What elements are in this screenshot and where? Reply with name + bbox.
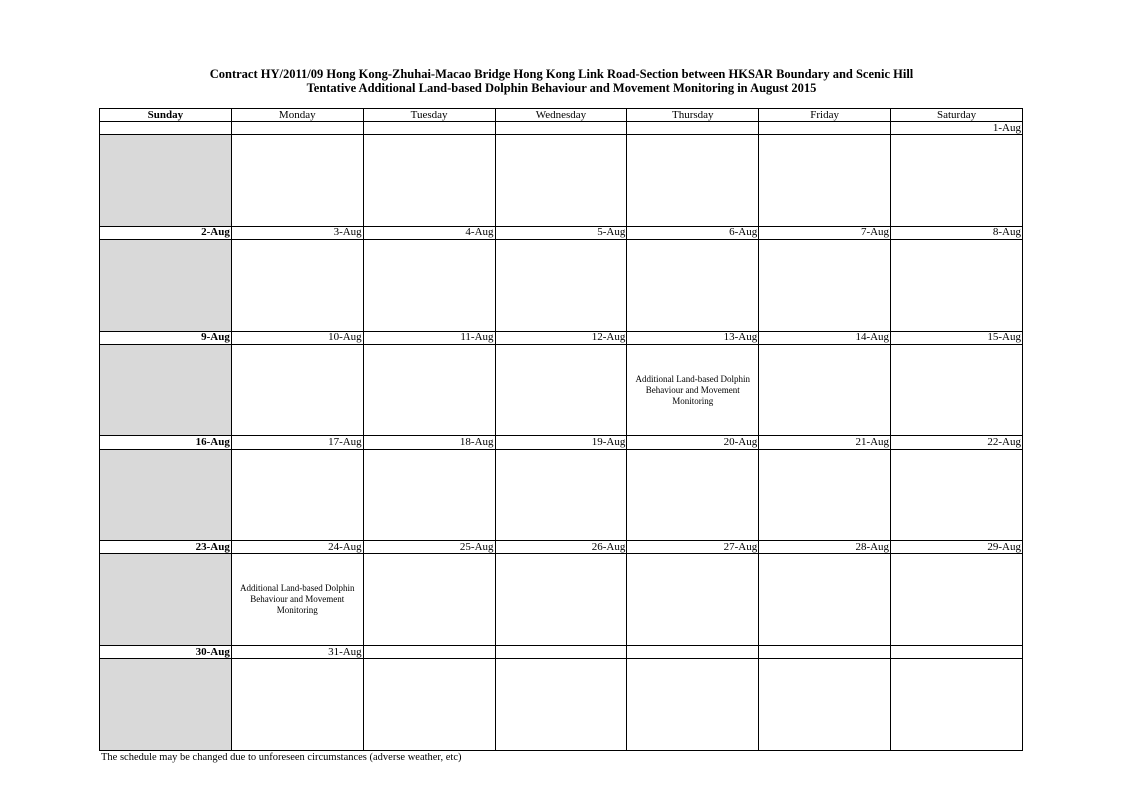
week-schedule-row [100,135,1023,227]
title-line-2: Tentative Additional Land-based Dolphin Behaviour and Movement Monitoring in August 2015 [306,81,817,95]
day-date-cell: 31-Aug [231,646,363,659]
day-schedule-cell [100,135,232,227]
day-date-cell: 4-Aug [363,226,495,239]
day-date-cell: 19-Aug [495,436,627,449]
day-schedule-cell [495,239,627,331]
weekday-header-monday: Monday [231,109,363,122]
day-schedule-cell [100,239,232,331]
day-schedule-cell [100,449,232,541]
day-date-cell: 27-Aug [627,541,759,554]
day-date-cell: 12-Aug [495,331,627,344]
week-date-row [100,646,1023,659]
weekday-header-sunday: Sunday [100,109,232,122]
day-schedule-cell [759,135,891,227]
day-date-cell: 21-Aug [759,436,891,449]
day-date-cell: 7-Aug [759,226,891,239]
day-date-cell: 25-Aug [363,541,495,554]
week-schedule-row [100,344,1023,436]
week-date-row [100,436,1023,449]
weekday-header-tuesday: Tuesday [363,109,495,122]
weekday-header-row [100,109,1023,122]
day-date-cell: 15-Aug [891,331,1023,344]
day-date-cell: 18-Aug [363,436,495,449]
day-date-cell: 26-Aug [495,541,627,554]
week-schedule-row [100,659,1023,751]
day-date-cell: 9-Aug [100,331,232,344]
day-date-cell [495,122,627,135]
day-schedule-cell [495,659,627,751]
day-schedule-cell [891,344,1023,436]
day-date-cell: 22-Aug [891,436,1023,449]
day-date-cell: 30-Aug [100,646,232,659]
day-schedule-cell [495,135,627,227]
day-schedule-cell [231,449,363,541]
day-date-cell [759,122,891,135]
title-line-1: Contract HY/2011/09 Hong Kong-Zhuhai-Macao Bridge Hong Kong Link Road-Section between HKSAR Boundary and Scenic Hill [209,67,914,81]
monitoring-event-text: Additional Land-based Dolphin Behaviour and Movement Monitoring [635,373,751,406]
week-schedule-row [100,554,1023,646]
day-date-cell [363,646,495,659]
schedule-footnote: The schedule may be changed due to unforeseen circumstances (adverse weather, etc) [101,752,462,763]
day-date-cell: 28-Aug [759,541,891,554]
day-date-cell [231,122,363,135]
day-schedule-cell [495,449,627,541]
day-schedule-cell [627,239,759,331]
day-schedule-cell [759,659,891,751]
weekday-header-wednesday: Wednesday [495,109,627,122]
day-date-cell: 16-Aug [100,436,232,449]
day-schedule-cell [891,554,1023,646]
day-schedule-cell [627,659,759,751]
week-date-row [100,331,1023,344]
day-date-cell: 10-Aug [231,331,363,344]
day-schedule-cell [495,344,627,436]
day-schedule-cell [627,344,759,436]
day-schedule-cell [231,659,363,751]
day-schedule-cell [759,239,891,331]
day-date-cell: 23-Aug [100,541,232,554]
day-date-cell: 2-Aug [100,226,232,239]
day-schedule-cell [231,554,363,646]
day-schedule-cell [891,135,1023,227]
day-date-cell: 5-Aug [495,226,627,239]
day-schedule-cell [100,344,232,436]
day-date-cell [495,646,627,659]
day-schedule-cell [363,135,495,227]
day-schedule-cell [231,135,363,227]
weekday-header-friday: Friday [759,109,891,122]
day-schedule-cell [363,449,495,541]
weekday-header-saturday: Saturday [891,109,1023,122]
monitoring-event-text: Additional Land-based Dolphin Behaviour and Movement Monitoring [240,583,355,616]
calendar-body [100,122,1023,751]
day-date-cell: 13-Aug [627,331,759,344]
day-date-cell: 20-Aug [627,436,759,449]
week-schedule-row [100,239,1023,331]
document-title [0,67,1123,95]
day-schedule-cell [231,239,363,331]
day-schedule-cell [759,344,891,436]
day-date-cell [891,646,1023,659]
day-date-cell: 8-Aug [891,226,1023,239]
day-date-cell: 1-Aug [891,122,1023,135]
monthly-calendar [99,108,1023,751]
week-date-row [100,541,1023,554]
day-date-cell: 11-Aug [363,331,495,344]
day-date-cell: 17-Aug [231,436,363,449]
day-schedule-cell [627,554,759,646]
day-date-cell: 24-Aug [231,541,363,554]
day-schedule-cell [627,449,759,541]
day-date-cell [759,646,891,659]
day-schedule-cell [363,554,495,646]
day-schedule-cell [627,135,759,227]
day-schedule-cell [759,554,891,646]
day-date-cell: 3-Aug [231,226,363,239]
day-date-cell [363,122,495,135]
week-date-row [100,226,1023,239]
day-schedule-cell [100,554,232,646]
day-schedule-cell [891,239,1023,331]
day-date-cell [627,122,759,135]
day-date-cell: 29-Aug [891,541,1023,554]
week-schedule-row [100,449,1023,541]
day-date-cell [627,646,759,659]
day-date-cell: 14-Aug [759,331,891,344]
day-schedule-cell [891,449,1023,541]
day-schedule-cell [100,659,232,751]
day-schedule-cell [891,659,1023,751]
day-date-cell [100,122,232,135]
week-date-row [100,122,1023,135]
day-schedule-cell [363,239,495,331]
weekday-header-thursday: Thursday [627,109,759,122]
day-schedule-cell [363,659,495,751]
day-schedule-cell [759,449,891,541]
day-date-cell: 6-Aug [627,226,759,239]
day-schedule-cell [495,554,627,646]
day-schedule-cell [363,344,495,436]
day-schedule-cell [231,344,363,436]
